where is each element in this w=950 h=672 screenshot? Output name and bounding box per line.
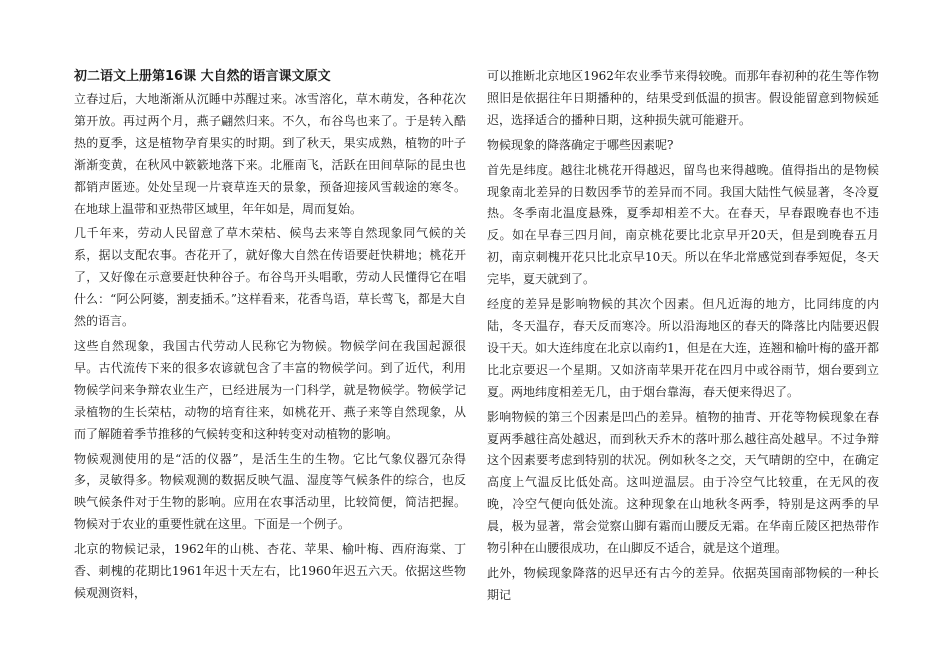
paragraph: 北京的物候记录，1962年的山桃、杏花、苹果、榆叶梅、西府海棠、丁香、刺槐的花期比1961年迟十天左右，比1960年迟五六天。依据这些物候观测资料， xyxy=(74,542,466,600)
document-title: 初二语文上册第16课 大自然的语言课文原文 xyxy=(74,69,331,84)
paragraph: 立春过后，大地渐渐从沉睡中苏醒过来。冰雪溶化，草木萌发，各种花次第开放。再过两个月，燕子翩然归来。不久，布谷鸟也来了。于是转入酷热的夏季，这是植物孕育果实的时期。到了秋天，果实成熟，植物的叶子渐渐变黄，在秋风中簌簌地落下来。北雁南飞，活跃在田间草际的昆虫也都销声匿迹。处处呈现一片衰草连天的景象，预备迎接风雪载途的寒冬。在地球上温带和亚热带区域里，年年如是，周而复始。 xyxy=(74,92,466,216)
paragraph: 物候观测使用的是“活的仪器”，是活生生的生物。它比气象仪器冗杂得多，灵敏得多。物候观测的数据反映气温、湿度等气候条件的综合，也反映气候条件对于生物的影响。应用在农事活动里，比较简便，简洁把握。物候对于农业的重要性就在这里。下面是一个例子。 xyxy=(74,451,466,532)
paragraph: 可以推断北京地区1962年农业季节来得较晚。而那年春初种的花生等作物照旧是依据往年日期播种的，结果受到低温的损害。假设能留意到物候延迟，选择适合的播种日期，这种损失就可能避开。 xyxy=(487,69,879,127)
left-column xyxy=(74,66,466,608)
paragraph: 这些自然现象，我国古代劳动人民称它为物候。物候学问在我国起源很早。古代流传下来的很多农谚就包含了丰富的物候学问。到了近代，利用物候学问来争辩农业生产，已经进展为一门科学，就是物候学。物候学记录植物的生长荣枯，动物的培育往来，如桃花开、燕子来等自然现象，从而了解随着季节推移的气候转变和这种转变对动植物的影响。 xyxy=(74,338,466,441)
paragraph: 首先是纬度。越往北桃花开得越迟，留鸟也来得越晚。值得指出的是物候现象南北差异的日数因季节的差异而不同。我国大陆性气候显著，冬冷夏热。冬季南北温度悬殊，夏季却相差不大。在春天，早春跟晚春也不违反。如在早春三四月间，南京桃花要比北京早开20天，但是到晚春五月初，南京刺槐开花只比北京早10天。所以在华北常感觉到春季短促，冬天完毕，夏天就到了。 xyxy=(487,162,879,287)
paragraph: 物候现象的降落确定于哪些因素呢? xyxy=(487,137,674,152)
paragraph: 经度的差异是影响物候的其次个因素。但凡近海的地方，比同纬度的内陆，冬天温存，春天反而寒冷。所以沿海地区的春天的降落比内陆要迟假设干天。如大连纬度在北京以南约1，但是在大连，连翘和榆叶梅的盛开都比北京要迟一个星期。又如济南苹果开花在四月中或谷雨节，烟台要到立夏。两地纬度相差无几，由于烟台靠海，春天便来得迟了。 xyxy=(487,297,879,399)
paragraph: 影响物候的第三个因素是凹凸的差异。植物的抽青、开花等物候现象在春夏两季越往高处越迟，而到秋天乔木的落叶那么越往高处越早。不过争辩这个因素要考虑到特别的状况。例如秋冬之交，天气晴朗的空中，在确定高度上气温反比低处高。这叫逆温层。由于冷空气比较重，在无风的夜晚，冷空气便向低处流。这种现象在山地秋冬两季，特别是这两季的早晨，极为显著，常会觉察山脚有霜而山腰反无霜。在华南丘陵区把热带作物引种在山腰很成功，在山脚反不适合，就是这个道理。 xyxy=(487,409,879,556)
right-column xyxy=(487,66,879,610)
paragraph: 几千年来，劳动人民留意了草木荣枯、候鸟去来等自然现象同气候的关系，据以支配农事。杏花开了，就好像大自然在传语要赶快耕地；桃花开了，又好像在示意要赶快种谷子。布谷鸟开头唱歌，劳动人民懂得它在唱什么：“阿公阿婆，割麦插禾。”这样看来，花香鸟语，草长莺飞，都是大自然的语言。 xyxy=(74,226,466,329)
paragraph: 此外，物候现象降落的迟早还有古今的差异。依据英国南部物候的一种长期记 xyxy=(487,565,879,602)
